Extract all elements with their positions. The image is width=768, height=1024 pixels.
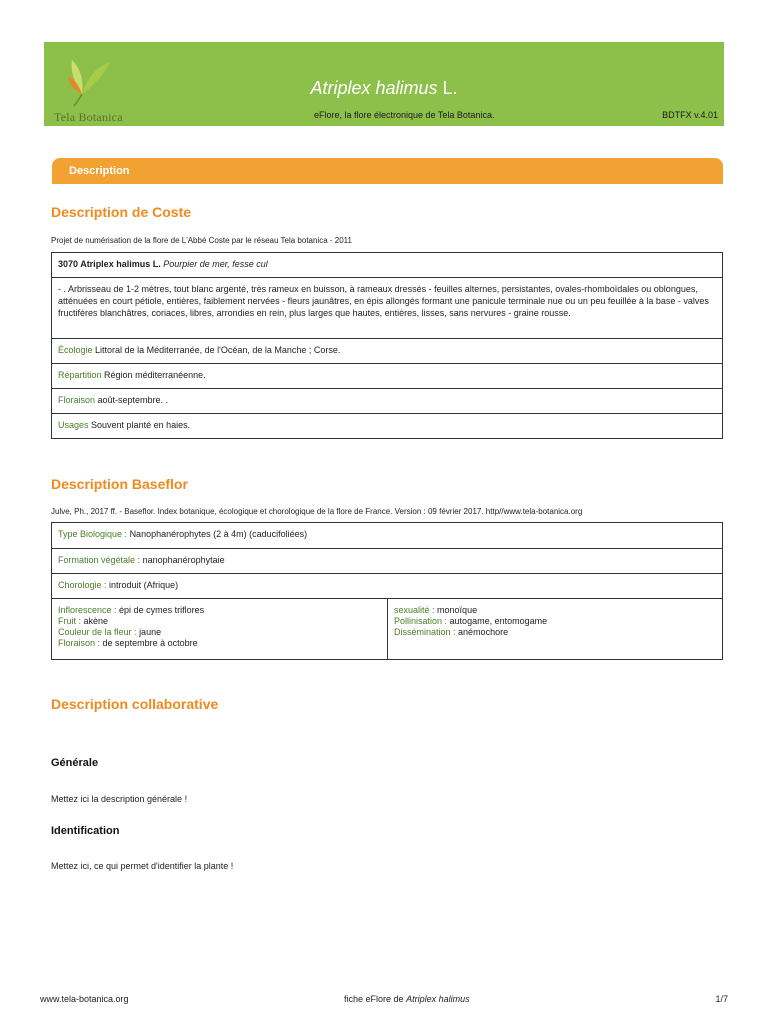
coste-floraison-row: [52, 389, 722, 414]
baseflor-table: [51, 522, 723, 660]
trait-label: Floraison :: [58, 638, 101, 648]
page-title: [44, 78, 724, 99]
coste-common-names: Pourpier de mer, fesse cul: [163, 259, 268, 269]
title-latin-name: Atriplex halimus: [310, 78, 438, 98]
row-label: Usages: [58, 420, 89, 430]
row-value: Région méditerranéenne.: [104, 370, 206, 380]
title-author: L.: [442, 78, 458, 98]
footer-fiche: [344, 994, 470, 1004]
tab-description[interactable]: [52, 158, 723, 184]
trait-value: jaune: [139, 627, 162, 637]
footer-site-link[interactable]: www.tela-botanica.org: [40, 994, 129, 1004]
identification-heading: Identification: [51, 825, 120, 837]
footer-fiche-latin: Atriplex halimus: [406, 994, 470, 1004]
coste-heading: Description de Coste: [51, 204, 192, 220]
trait-label: Fruit :: [58, 616, 82, 626]
tab-description-label: Description: [69, 165, 130, 177]
page-header: [44, 42, 724, 126]
row-value: Souvent planté en haies.: [91, 420, 191, 430]
trait-label: Dissémination :: [394, 627, 456, 637]
coste-name-row: [52, 253, 722, 278]
header-version: BDTFX v.4.01: [662, 110, 718, 120]
identification-text: Mettez ici, ce qui permet d'identifier la plante !: [51, 861, 234, 871]
baseflor-traits-right: [388, 599, 553, 659]
row-value: Littoral de la Méditerranée, de l'Océan, de la Manche ; Corse.: [95, 345, 341, 355]
row-value: nanophanérophytaie: [142, 555, 225, 565]
trait-value: monoïque: [437, 605, 478, 615]
baseflor-type-row: [52, 523, 722, 549]
row-label: Chorologie :: [58, 580, 107, 590]
generale-text: Mettez ici la description générale !: [51, 794, 188, 804]
page-number: 1/7: [715, 994, 728, 1004]
baseflor-source: Julve, Ph., 2017 ff. - Baseflor. Index botanique, écologique et chorologique de la flore de France. Version : 09 février 2017. http//www.tela-botanica.org: [51, 507, 583, 516]
row-value: Nanophanérophytes (2 à 4m) (caducifoliées): [129, 529, 308, 539]
coste-usages-row: [52, 414, 722, 438]
row-label: Type Biologique :: [58, 529, 128, 539]
trait-label: Couleur de la fleur :: [58, 627, 137, 637]
baseflor-traits-row: [52, 599, 722, 659]
trait-value: akène: [83, 616, 109, 626]
row-label: Écologie: [58, 345, 93, 355]
row-label: Formation végétale :: [58, 555, 141, 565]
row-value: août-septembre. .: [97, 395, 169, 405]
baseflor-chorologie-row: [52, 574, 722, 599]
generale-heading: Générale: [51, 757, 99, 769]
baseflor-formation-row: [52, 549, 722, 574]
coste-description: - . Arbrisseau de 1-2 mètres, tout blanc argenté, très rameux en buisson, à rameaux dressés - feuilles alternes, persistantes, ovales-rhomboïdales ou oblongues, atténuées en court pétiole, entières, faiblement nervées - fleurs jaunâtres, en épis allongés formant une panicule terminale nue ou un peu feuillée à la base - valves fructifères blanchâtres, coriaces, libres, arrondies en rein, plus larges que hautes, entières, lisses, sans nervures - graine rousse.: [58, 284, 709, 318]
coste-repartition-row: [52, 364, 722, 389]
row-label: Floraison: [58, 395, 96, 405]
trait-value: anémochore: [458, 627, 509, 637]
baseflor-heading: Description Baseflor: [51, 476, 188, 492]
trait-value: épi de cymes triflores: [119, 605, 205, 615]
logo-text: Tela Botanica: [54, 110, 123, 124]
coste-name: 3070 Atriplex halimus L.: [58, 259, 161, 269]
coste-description-row: [52, 278, 722, 339]
coste-table: [51, 252, 723, 439]
trait-label: sexualité :: [394, 605, 435, 615]
header-subtitle: eFlore, la flore électronique de Tela Botanica.: [314, 110, 495, 120]
row-value: introduit (Afrique): [109, 580, 179, 590]
collab-heading: Description collaborative: [51, 696, 219, 712]
baseflor-traits-left: [52, 599, 388, 659]
trait-label: Inflorescence :: [58, 605, 117, 615]
footer-fiche-prefix: fiche eFlore de: [344, 994, 404, 1004]
trait-value: autogame, entomogame: [449, 616, 548, 626]
row-label: Répartition: [58, 370, 102, 380]
coste-source: Projet de numérisation de la flore de L'Abbé Coste par le réseau Tela botanica - 2011: [51, 236, 352, 245]
trait-label: Pollinisation :: [394, 616, 448, 626]
trait-value: de septembre à octobre: [102, 638, 198, 648]
coste-ecologie-row: [52, 339, 722, 364]
